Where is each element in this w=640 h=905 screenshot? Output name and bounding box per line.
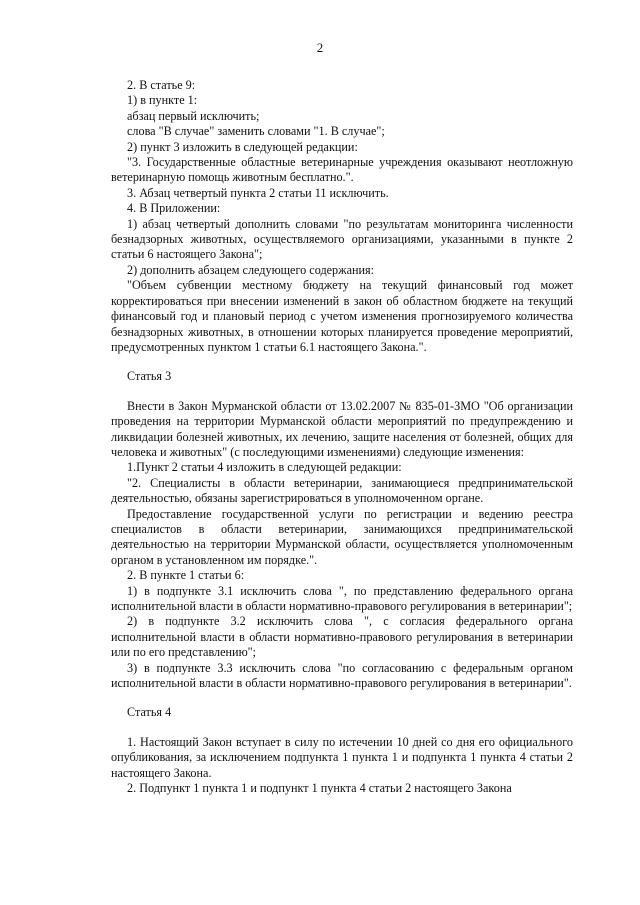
paragraph: 2) пункт 3 изложить в следующей редакции:	[127, 139, 358, 154]
paragraph: Предоставление государственной услуги по регистрации и ведению реестра специалистов в области ветеринарии, занимающихся предпринимательской деятельностью на территории Мурманской области, осуществляется уполномоченным органом в установленном им порядке.".	[111, 506, 573, 567]
paragraph: 1) в подпункте 3.1 исключить слова ", по представлению федерального органа исполнительной власти в области нормативно-правового регулирования в ветеринарии";	[111, 583, 573, 613]
page-number: 2	[316, 40, 324, 55]
article-heading: Статья 4	[127, 705, 172, 720]
document-body	[111, 78, 573, 796]
paragraph: 3. Абзац четвертый пункта 2 статьи 11 исключить.	[127, 185, 389, 200]
paragraph: 1) абзац четвертый дополнить словами "по результатам мониторинга численности безнадзорных животных, осуществляемого организациями, указанными в пункте 2 статьи 6 настоящего Закона";	[111, 216, 573, 262]
paragraph: 2) в подпункте 3.2 исключить слова ", с согласия федерального органа исполнительной власти в области нормативно-правового регулирования в ветеринарии или по его представлению";	[111, 614, 573, 660]
paragraph: абзац первый исключить;	[127, 108, 260, 123]
article-heading: Статья 3	[127, 369, 172, 384]
paragraph: 1) в пункте 1:	[127, 93, 198, 108]
paragraph: слова "В случае" заменить словами "1. В случае";	[127, 124, 385, 139]
paragraph: 2) дополнить абзацем следующего содержания:	[127, 262, 375, 277]
paragraph: 2. В пункте 1 статьи 6:	[127, 568, 245, 583]
paragraph: "Объем субвенции местному бюджету на текущий финансовый год может корректироваться при внесении изменений в закон об областном бюджете на текущий финансовый год и плановый период с учетом изменения прогнозируемого количества безнадзорных животных, в отношении которых планируется проведение мероприятий, предусмотренных пунктом 1 статьи 6.1 настоящего Закона.".	[111, 278, 573, 354]
paragraph: 2. Подпункт 1 пункта 1 и подпункт 1 пункта 4 статьи 2 настоящего Закона	[127, 781, 512, 796]
paragraph: "2. Специалисты в области ветеринарии, занимающиеся предпринимательской деятельностью, обязаны зарегистрироваться в уполномоченном органе.	[111, 475, 573, 506]
paragraph: 4. В Приложении:	[127, 201, 221, 216]
paragraph: "3. Государственные областные ветеринарные учреждения оказывают неотложную ветеринарную помощь животным бесплатно.".	[111, 155, 573, 185]
paragraph: 2. В статье 9:	[127, 78, 196, 92]
paragraph: 1.Пункт 2 статьи 4 изложить в следующей редакции:	[127, 460, 402, 475]
paragraph: 1. Настоящий Закон вступает в силу по истечении 10 дней со дня его официального опубликования, за исключением подпункта 1 пункта 1 и подпункта 1 пункта 4 статьи 2 настоящего Закона.	[111, 734, 573, 780]
paragraph: Внести в Закон Мурманской области от 13.02.2007 № 835-01-ЗМО "Об организации проведения на территории Мурманской области мероприятий по предупреждению и ликвидации болезней животных, их лечению, защите населения от болезней, общих для человека и животных" (с последующими изменениями) следующие изменения:	[111, 398, 573, 459]
paragraph: 3) в подпункте 3.3 исключить слова "по согласованию с федеральным органом исполнительной власти в области нормативно-правового регулирования в ветеринарии".	[111, 660, 573, 691]
